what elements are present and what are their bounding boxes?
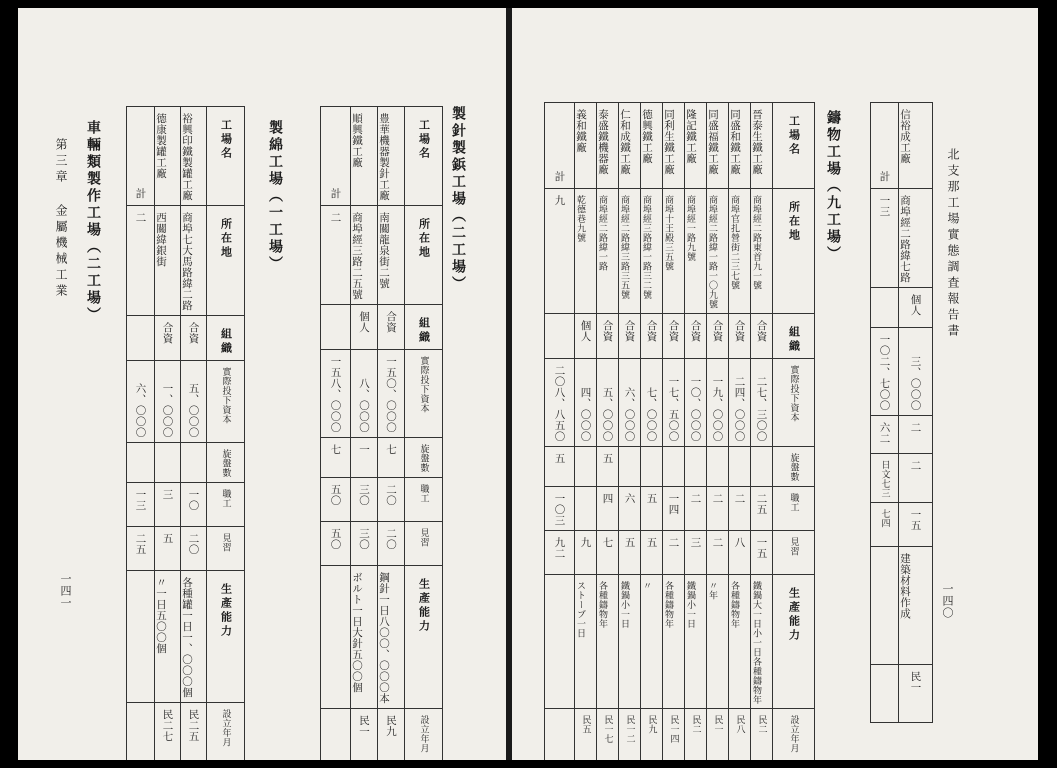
section-title-cotton: 製綿工場（一工場） — [267, 120, 283, 273]
table-row: 義和鐵廠 — [575, 103, 597, 189]
total-column: 計 — [321, 107, 351, 206]
table-row: 信裕成工廠 — [899, 103, 933, 189]
running-header: 北支那工場實態調査報告書 — [946, 148, 960, 340]
section-title-needles: 製針製鋲工場（二工場） — [450, 106, 466, 293]
table-row: 德興鐵工廠 — [641, 103, 663, 189]
table-vehicles: 計 德康製罐工廠 裕興印鐵製罐工廠 工場名 二 西關緯銀街 商埠七大馬路緯二路 所在地 合資 合資 組織 六、〇〇〇 一、〇〇〇 五、〇〇〇 實際投下資本 旋盤數 一三 三 一〇 職工 二五 五 二〇 見習 〃一日五〇〇個 各種罐一日一、〇〇〇個 生產能力 民二七 民二五 設立年月 — [126, 106, 245, 760]
table-row: 同盛和鐵工廠 — [729, 103, 751, 189]
header-apprentices: 見習 — [207, 526, 245, 570]
table-continued: 計 信裕成工廠 一三 商埠經二路緯七路 個人 一〇二、七〇〇 三、〇〇〇 六二 二 日文七三 二 七四 一五 建築材料作成 民一 — [870, 102, 933, 723]
header-address: 所在地 — [207, 206, 245, 316]
header-org: 組織 — [207, 316, 245, 361]
section-title-vehicles: 車輛類製作工場（二工場） — [85, 120, 101, 324]
table-row: 同利生鐵工廠 — [663, 103, 685, 189]
total-column: 計 — [545, 103, 575, 189]
table-row: 仁和成鐵工廠 — [619, 103, 641, 189]
header-lathes: 旋盤數 — [207, 443, 245, 483]
table-castings: 計 義和鐵廠 泰盛鐵機器廠 仁和成鐵工廠 德興鐵工廠 同利生鐵工廠 隆記鐵工廠 同盛福鐵工廠 同盛和鐵工廠 晉泰生鐵工廠 工場名 九 乾德巷九號 商埠經二路緯一路 商埠經二路緯三路三五號 商埠經三路緯一路三二號 商埠十王殿三五號 商埠經一路九號 商埠經二路緯一路一〇九號 商埠官扎營街二三七號 商埠經二路東首九一號 所在地 個人 合資 合資 合資 合資 合資 合資 合資 合資 組織 二〇八、八五〇 四、〇〇〇 五、〇〇〇 六、〇〇〇 七、〇〇〇 一七、五〇〇 一〇、〇〇〇 一九、〇〇〇 二四、〇〇〇 二七、三〇〇 實際投下資本 五 五 旋盤數 一〇三 四 六 五 一四 二 二 二 二五 職工 九二 九 七 五 五 二 三 二 八 一五 見習 ストーブ一日 各種鑄物年 鐵鍋小一日 〃 各種鑄物年 鐵鍋小一日 〃年 各種鑄物年 鐵鍋大一日小一日各種鑄物年 生產能力 民五 民一七 民一二 民九 民一四 民二 民一 民八 民二 設立年月 — [544, 102, 815, 760]
table-row: 德康製罐工廠 — [155, 107, 181, 206]
page-number-right: 一四〇 — [941, 583, 954, 619]
header-production: 生產能力 — [207, 570, 245, 702]
section-title-castings: 鑄物工場（九工場） — [825, 110, 841, 263]
left-page — [18, 8, 506, 760]
header-name: 工場名 — [207, 107, 245, 206]
header-founded: 設立年月 — [207, 702, 245, 760]
table-row: 泰盛鐵機器廠 — [597, 103, 619, 189]
table-row: 裕興印鐵製罐工廠 — [181, 107, 207, 206]
table-row: 晉泰生鐵工廠 — [751, 103, 773, 189]
table-row: 豊華機器製針工廠 — [378, 107, 405, 206]
header-capital: 實際投下資本 — [207, 361, 245, 443]
header-workers: 職工 — [207, 482, 245, 526]
total-column: 計 — [871, 103, 899, 189]
table-row: 隆記鐵工廠 — [685, 103, 707, 189]
table-needles: 計 順興鐵工廠 豊華機器製針工廠 工場名 二 商埠經三路二五號 南關龍泉街二號 所在地 個人 合資 組織 一五八、〇〇〇 八、〇〇〇 一五〇、〇〇〇 實際投下資本 七 一 七 旋盤數 五〇 三〇 二〇 職工 五〇 三〇 二〇 見習 ボルト一日大針五〇〇個 鋼針一日八〇〇、〇〇〇本 生產能力 民一 民九 設立年月 — [320, 106, 443, 760]
table-row: 同盛福鐵工廠 — [707, 103, 729, 189]
chapter-heading: 第三章 金屬機械工業 — [54, 138, 68, 300]
table-row: 順興鐵工廠 — [351, 107, 378, 206]
total-column: 計 — [127, 107, 155, 206]
right-page — [512, 8, 1038, 760]
page-number-left: 一四一 — [59, 573, 72, 609]
